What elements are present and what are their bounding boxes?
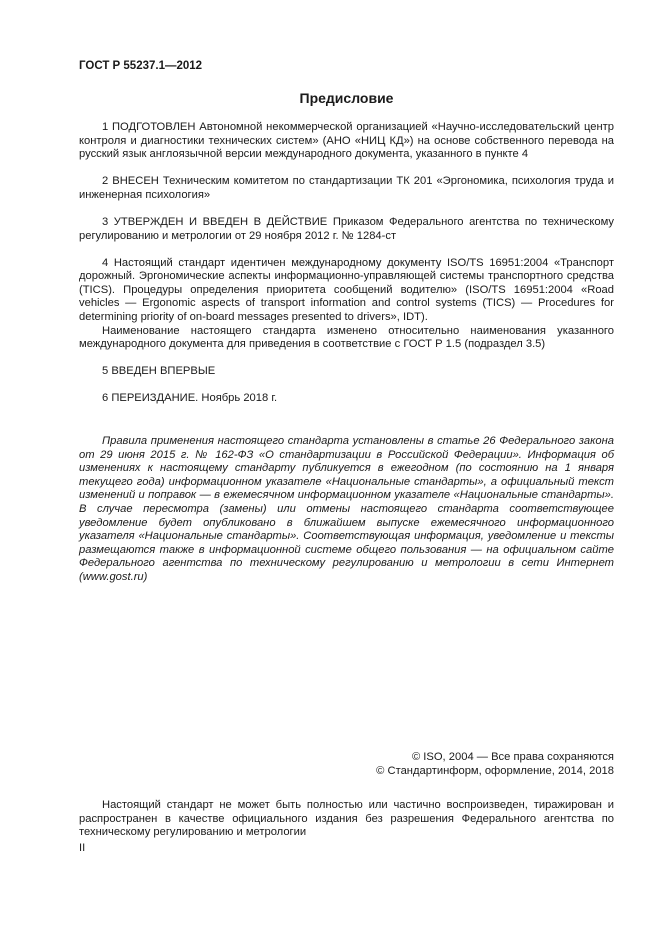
reproduction-notice: Настоящий стандарт не может быть полностью или частично воспроизведен, тиражирован и распространен в качестве официального издания без разрешения Федерального агентства по техническому регулированию и метрологии — [79, 799, 614, 839]
preface-body — [79, 121, 614, 406]
copyright-standartinform: © Стандартинформ, оформление, 2014, 2018 — [376, 764, 614, 777]
copyright-iso: © ISO, 2004 — Все права сохраняются — [411, 751, 614, 763]
standard-code: ГОСТ Р 55237.1—2012 — [79, 60, 203, 72]
copyright-block — [79, 751, 614, 778]
preface-item-6: 6 ПЕРЕИЗДАНИЕ. Ноябрь 2018 г. — [102, 392, 278, 405]
page-title: Предисловие — [299, 90, 394, 106]
preface-item-1: 1 ПОДГОТОВЛЕН Автономной некоммерческой организацией «Научно-исследовательский центр контроля и диагностики технических систем» (АНО «НИЦ КД») на основе собственного перевода на русский язык англоязычной версии международного документа, указанного в пункте 4 — [79, 121, 614, 161]
preface-item-4-note: Наименование настоящего стандарта изменено относительно наименования указанного международного документа для приведения в соответствие с ГОСТ Р 1.5 (подраздел 3.5) — [79, 324, 614, 351]
preface-item-5: 5 ВВЕДЕН ВПЕРВЫЕ — [102, 365, 216, 378]
preface-item-2: 2 ВНЕСЕН Техническим комитетом по стандартизации ТК 201 «Эргономика, психология труда и инженерная психология» — [79, 175, 614, 201]
page-number: II — [79, 842, 86, 854]
preface-item-4: 4 Настоящий стандарт идентичен международному документу ISO/TS 16951:2004 «Транспорт дорожный. Эргономические аспекты информационно-управляющей системы транспортного средства (TICS). Процедуры определения приоритета сообщений водителю» (ISO/TS 16951:2004 «Road vehicles — Ergonomic aspects of transport information and control systems (TICS) — Procedures for determining priority of on-board messages presented to drivers», IDT). — [79, 256, 614, 324]
preface-item-3: 3 УТВЕРЖДЕН И ВВЕДЕН В ДЕЙСТВИЕ Приказом Федерального агентства по техническому регулированию и метрологии от 29 ноября 2012 г. № 1284-ст — [79, 215, 614, 242]
application-rules-notice: Правила применения настоящего стандарта установлены в статье 26 Федерального закона от 29 июня 2015 г. № 162-ФЗ «О стандартизации в Российской Федерации». Информация об изменениях к настоящему стандарту публикуется в ежегодном (по состоянию на 1 января текущего года) информационном указателе «Национальные стандарты», а официальный текст изменений и поправок — в ежемесячном информационном указателе «Национальные стандарты». В случае пересмотра (замены) или отмены настоящего стандарта соответствующее уведомление будет опубликовано в ближайшем выпуске ежемесячного информационного указателя «Национальные стандарты». Соответствующая информация, уведомление и тексты размещаются также в информационной системе общего пользования — на официальном сайте Федерального агентства по техническому регулированию и метрологии в сети Интернет (www.gost.ru) — [79, 435, 614, 583]
